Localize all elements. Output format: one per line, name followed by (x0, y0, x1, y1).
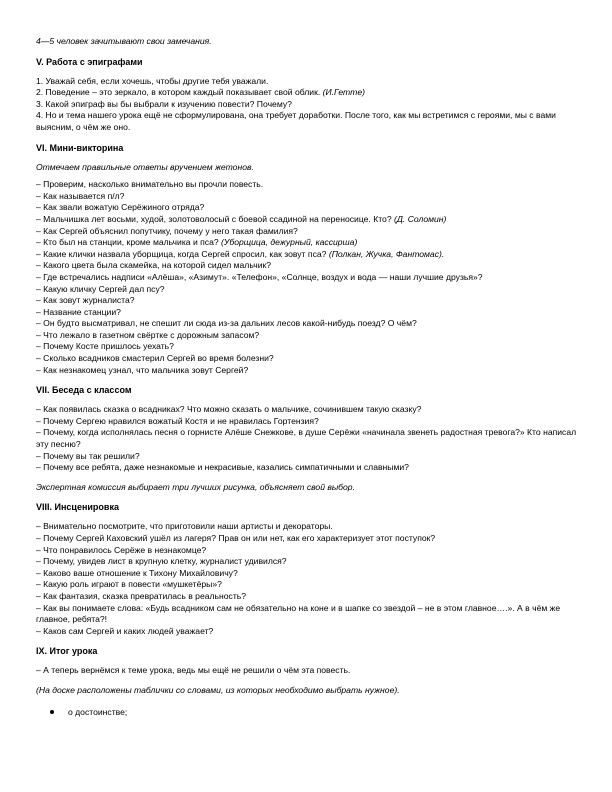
quiz-question (36, 237, 584, 249)
section-7-heading: VII. Беседа с классом (36, 385, 132, 396)
section-9-heading: IX. Итог урока (36, 646, 98, 657)
intro-text: 4—5 человек зачитывают свои замечания. (36, 36, 212, 46)
quiz-question: – Сколько всадников смастерил Сергей во время болезни? (36, 353, 274, 364)
quiz-question-text: – Мальчишка лет восьми, худой, золотоволосый с боевой ссадиной на переносице. Кто? (36, 213, 394, 224)
staging-question: – Почему, увидев лист в крупную клетку, журналист удивился? (36, 556, 287, 567)
staging-question: – Почему Сергей Каховский ушёл из лагеря? Прав он или нет, как его характеризует этот поступок? (36, 533, 436, 543)
epigraph-1: 1. Уважай себя, если хочешь, чтобы другие тебя уважали. (36, 75, 269, 86)
section-5-heading: V. Работа с эпиграфами (36, 56, 143, 67)
quiz-question: – Почему Косте пришлось уехать? (36, 341, 174, 352)
quiz-question: – Где встречались надписи «Алёша», «Азимут». «Телефон», «Солнце, воздух и вода — наши лучшие друзья»? (36, 271, 483, 282)
discussion-question: – Почему Сергею нравился вожатый Костя и не нравилась Гортензия? (36, 415, 319, 426)
staging-question: – Каков сам Сергей и каких людей уважает? (36, 625, 214, 636)
epigraph-3: 3. Какой эпиграф вы бы выбрали к изучению повести? Почему? (36, 98, 292, 109)
summary-question: – А теперь вернёмся к теме урока, ведь мы ещё не решили о чём эта повесть. (36, 665, 351, 676)
list-item-label: о достоинстве; (68, 706, 128, 717)
quiz-note: Отмечаем правильные ответы вручением жетонов. (36, 161, 254, 172)
board-note: (На доске расположены таблички со словами, из которых необходимо выбрать нужное). (36, 684, 400, 695)
staging-question: – Как фантазия, сказка превратилась в реальность? (36, 590, 247, 601)
discussion-question: – Почему, когда исполнялась песня о горнисте Алёше Снежкове, в душе Серёжи «начинала звенеть радостная тревога?» Кто написал эту песню? (36, 427, 577, 450)
discussion-question: – Почему вы так решили? (36, 450, 140, 461)
quiz-question: – Название станции? (36, 306, 121, 317)
discussion-question: – Почему все ребята, даже незнакомые и некрасивые, казались симпатичными и славными? (36, 462, 409, 473)
discussion-question: – Как появилась сказка о всадниках? Что можно сказать о мальчике, сочинившем такую сказку? (36, 404, 422, 415)
staging-question: – Как вы понимаете слова: «Будь всадником сам не обязательно на коне и в шапке со звездой – не в этом главное….». А в чём же главное, ребята?! (36, 602, 561, 625)
document-page (36, 36, 584, 718)
staging-question: – Внимательно посмотрите, что приготовили наши артисты и декораторы. (36, 521, 333, 532)
bullet-icon (50, 710, 54, 714)
quiz-question: – Какого цвета была скамейка, на которой сидел мальчик? (36, 260, 272, 271)
quiz-question-text: – Кто был на станции, кроме мальчика и пса? (36, 237, 222, 248)
quiz-question: – Проверим, насколько внимательно вы прочли повесть. (36, 179, 264, 190)
staging-question: – Что понравилось Серёже в незнакомце? (36, 544, 207, 555)
quiz-question: – Как Сергей объяснил попутчику, почему у него такая фамилия? (36, 225, 298, 236)
quiz-question-text: – Какие клички назвала уборщица, когда Сергей спросил, как зовут пса? (36, 248, 329, 259)
section-8-heading: VIII. Инсценировка (36, 502, 119, 513)
quiz-question: – Что лежало в газетном свёртке с дорожным запасом? (36, 329, 260, 340)
epigraph-4: 4. Но и тема нашего урока ещё не сформулирована, она требует доработки. После того, как мы встретимся с героями, мы с вами выясним, о чём же оно. (36, 110, 556, 132)
quiz-question: – Как незнакомец узнал, что мальчика зовут Сергей? (36, 364, 249, 375)
expert-commission-note: Экспертная комиссия выбирает три лучших рисунка, объясняет свой выбор. (36, 481, 355, 492)
list-item (36, 707, 584, 719)
quiz-question: – Как называется п/л? (36, 190, 125, 201)
quiz-question: – Как звали вожатую Серёжиного отряда? (36, 202, 205, 213)
quiz-question: – Какую кличку Сергей дал псу? (36, 283, 165, 294)
quiz-answer: (Д. Соломин) (394, 213, 447, 224)
quiz-question: – Он будто высматривал, не спешит ли сюда из-за дальних лесов какой-нибудь поезд? О чём? (36, 318, 417, 329)
section-6-heading: VI. Мини-викторина (36, 142, 124, 153)
epigraph-2-author: (И.Гетте) (322, 87, 365, 98)
epigraph-2 (36, 87, 584, 99)
quiz-question (36, 214, 584, 226)
quiz-question: – Как зовут журналиста? (36, 295, 135, 306)
quiz-question (36, 249, 584, 261)
staging-question: – Какую роль играют в повести «мушкетёры»? (36, 579, 222, 590)
quiz-answer: (Уборщица, дежурный, кассирша) (221, 237, 358, 248)
staging-question: – Каково ваше отношение к Тихону Михайловичу? (36, 567, 238, 578)
quiz-answer: (Полкан, Жучка, Фантомас). (328, 248, 445, 259)
epigraph-2-text: 2. Поведение – это зеркало, в котором каждый показывает свой облик. (36, 87, 323, 98)
